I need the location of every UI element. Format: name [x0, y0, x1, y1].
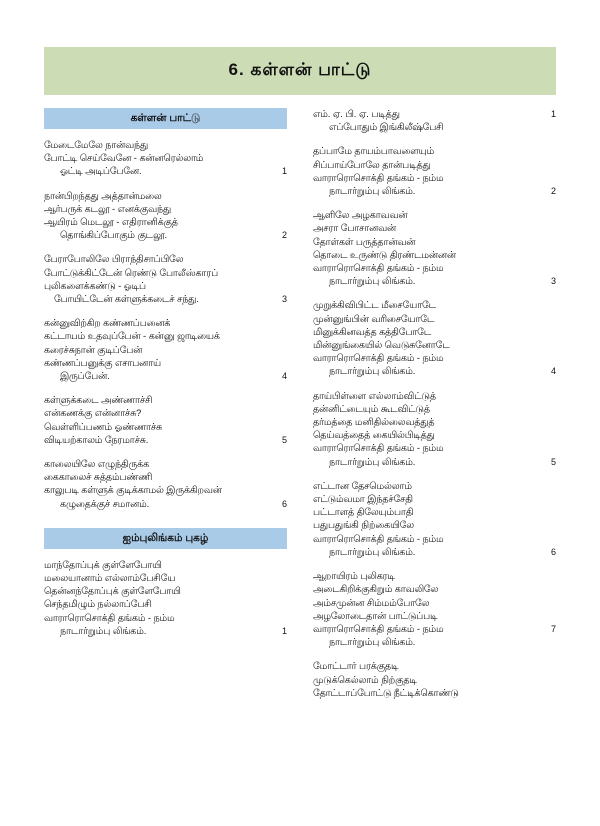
stanza	[313, 570, 556, 649]
stanza-number: 1	[281, 625, 287, 636]
verse-line: எப்போதும் இங்கிலீஷ்பேசி	[329, 122, 444, 133]
stanza	[44, 458, 287, 511]
stanza	[313, 145, 556, 198]
verse-line: மின்னுங்கையில் வெடுசுனோடே	[313, 340, 450, 351]
stanza	[313, 480, 556, 559]
verse-line: போயிட்டேன் கள்ளுக்கடைச் சந்து.	[54, 294, 199, 305]
stanza	[313, 299, 556, 378]
verse-line: மோட்டார் பரக்குதடி	[313, 661, 399, 672]
verse-line: முறுக்கிவிபிட்ட மீசையோடே	[313, 300, 436, 311]
stanza	[44, 317, 287, 383]
verse-line: பேராபோலிலே பிராந்திசாப்பிலே	[44, 254, 184, 265]
verse-line: வாராரொசொக்தி தங்கம் - நம்ம	[313, 172, 444, 183]
stanza	[44, 139, 287, 179]
verse-line: அசரா போசானவன்	[313, 223, 397, 234]
section-header-aimbulingam-pugazh: ஐம்புலிங்கம் புகழ்	[44, 528, 287, 549]
stanza-number: 1	[550, 109, 556, 119]
verse-line: சிப்பாய்போலே தான்படித்து	[313, 159, 431, 170]
verse-line: கரைச்சுநான் குடிப்பேன்	[44, 344, 143, 355]
verse-line: ஆளிலே அழகாவவன்	[313, 210, 408, 221]
verse-line: புலிகளைக்கண்டு - ஓடிப்	[44, 280, 146, 291]
verse-line: மேடைமேலே நான்வந்து	[44, 140, 149, 150]
stanza-number: 4	[281, 371, 287, 382]
verse-line: நாடார்றும்பு லிங்கம்.	[60, 625, 147, 636]
verse-line: நாடார்றும்பு லிங்கம்.	[329, 276, 416, 287]
stanza-number: 6	[281, 498, 287, 509]
verse-line: நாடார்றும்பு லிங்கம்.	[329, 546, 416, 557]
verse-line: ஓட்டி அடிப்பேனே.	[60, 166, 142, 177]
verse-line: வாராரொசொக்தி தங்கம் - நம்ம	[44, 612, 175, 623]
verse-line: கண்ணப்பனுக்கு எசாபனாய்	[44, 357, 161, 368]
document-title-banner	[44, 47, 556, 95]
verse-line: எட்டான தேசமெல்லாம்	[313, 480, 412, 491]
stanza	[313, 108, 556, 134]
verse-line: மினுக்கினவத்த கத்திபோடே	[313, 326, 432, 337]
verse-line: ஆயிரம் மெடலூ - எதிரானிக்குத்	[44, 217, 178, 228]
verse-line: இருப்பேன்.	[60, 371, 110, 382]
verse-line: வெள்ளிப்பணம் ஓண்ணாச்சு	[44, 421, 163, 432]
stanza-number: 3	[550, 276, 556, 287]
verse-line: கட்டாயம் உதவுப்பேன் - கன்னு ஜாடியைக்	[44, 331, 220, 342]
verse-line: கழுதைக்குச் சமானம்.	[60, 498, 150, 509]
verse-line: வாராரொசொக்தி தங்கம் - நம்ம	[313, 263, 444, 274]
verse-line: அழலோடைதான் பாட்டுப்படி	[313, 610, 438, 621]
stanza-number: 2	[281, 230, 287, 241]
verse-line: செந்தமிழும் நல்லாப்பேசி	[44, 599, 152, 610]
verse-line: தாய்பிள்ளை எல்லாம்விட்டுத்	[313, 390, 436, 401]
verse-line: நான்பிறந்தது அத்தான்மலை	[44, 190, 162, 201]
verse-line: தன்னிட்டையும் கூடவிட்டுத்	[313, 403, 430, 414]
verse-line: முன்னுங்பின் வரிசையோடே	[313, 313, 435, 324]
verse-line: தோட்டாப்போட்டு நீட்டிக்கொண்டு	[313, 687, 459, 698]
right-column	[313, 108, 556, 711]
stanza-number: 5	[281, 434, 287, 445]
stanza	[44, 394, 287, 447]
stanza	[313, 660, 556, 700]
verse-line: எட்டும்வமா இந்தச்சேதி	[313, 494, 413, 505]
verse-line: தொங்கிப்போகும் குடலூ.	[60, 230, 168, 241]
verse-line: என்கணக்கு என்னாச்சு?	[44, 408, 142, 419]
verse-line: போட்டி செய்வேனே - கன்னரெல்லாம்	[44, 153, 204, 164]
verse-line: தென்னந்தோப்புக் குள்ளேபோயி	[44, 586, 181, 597]
verse-line: அடைகிறிக்குகிறும் காவலிலே	[313, 584, 439, 595]
section-header-kallan-pattu: கள்ளன் பாட்டு	[44, 108, 287, 129]
verse-line: கைகாலைச் சுத்தம்பண்ணி	[44, 472, 153, 483]
stanza-number: 5	[550, 456, 556, 467]
left-column	[44, 108, 287, 711]
stanza-number: 4	[550, 366, 556, 377]
verse-line: பதுபதுங்கி நிற்கையிலே	[313, 520, 414, 531]
stanza	[44, 253, 287, 306]
verse-line: தப்பாமே தாயம்பாவளையும்	[313, 146, 435, 157]
stanza-number: 1	[281, 166, 287, 177]
verse-line: காலையிலே எழுந்திருக்க	[44, 459, 150, 470]
verse-line: மலையானாம் எல்லாம்பேசியே	[44, 573, 176, 584]
verse-line: பட்டாளத் திலேயும்பாதி	[313, 507, 414, 518]
verse-line: நாடார்றும்பு லிங்கம்.	[329, 366, 416, 377]
stanza-number: 3	[281, 294, 287, 305]
page-title: 6. கள்ளன் பாட்டு	[228, 60, 372, 79]
stanza	[313, 390, 556, 469]
verse-line: வாராரொசொக்தி தங்கம் - நம்ம	[313, 533, 444, 544]
verse-line: வாராரொசொக்தி தங்கம் - நம்ம	[313, 443, 444, 454]
verse-line: தர்மத்தை மனிதில்லைவத்துத்	[313, 417, 435, 428]
verse-line: கன்னுவிற்கிற கண்ணப்பனைக்	[44, 318, 171, 329]
stanza	[313, 209, 556, 288]
stanza	[44, 190, 287, 243]
verse-line: முடுக்கெல்லாம் நிற்குதடி	[313, 674, 417, 685]
verse-line: எம். ஏ. பி. ஏ. படித்து	[313, 109, 400, 119]
verse-line: மாந்தோப்புக் குள்ளேபோயி	[44, 559, 162, 570]
verse-line: வாராரொசொக்தி தங்கம் - நம்ம	[313, 623, 444, 634]
stanza-number: 6	[550, 546, 556, 557]
verse-line: கள்ளுக்கடை அண்ணாச்சி	[44, 395, 153, 406]
verse-line: தொடை உருண்டு திரண்டமன்னன்	[313, 249, 456, 260]
verse-line: நாடார்றும்பு லிங்கம்.	[329, 186, 416, 197]
verse-line: விடியற்காலம் நேரமாச்சு.	[44, 434, 149, 445]
verse-line: ஆர்பருக் கடலூ - எனக்குவந்து	[44, 203, 172, 214]
verse-line: காலுபடி கள்ளுக் குடிக்காமல் இருக்கிறவன்	[44, 485, 222, 496]
verse-line: அம்சமுன்ன சிம்மம்போலே	[313, 597, 430, 608]
verse-line: ஆறாயிரம் புலிகரடி	[313, 571, 395, 582]
verse-line: தெய்வத்தைத் கையில்பிடித்து	[313, 430, 435, 441]
stanza-number: 7	[550, 623, 556, 634]
verse-line: நாடார்றும்பு லிங்கம்.	[329, 456, 416, 467]
content-columns	[44, 108, 556, 711]
verse-line: போட்டுக்கிட்டேன் ரெண்டு போலீஸ்காரப்	[44, 267, 218, 278]
verse-line: நாடார்றும்பு லிங்கம்.	[329, 637, 416, 648]
verse-line: வாராரொசொக்தி தங்கம் - நம்ம	[313, 353, 444, 364]
verse-line: தோள்கள் பருத்தான்வன்	[313, 236, 416, 247]
stanza	[44, 559, 287, 638]
stanza-number: 2	[550, 186, 556, 197]
